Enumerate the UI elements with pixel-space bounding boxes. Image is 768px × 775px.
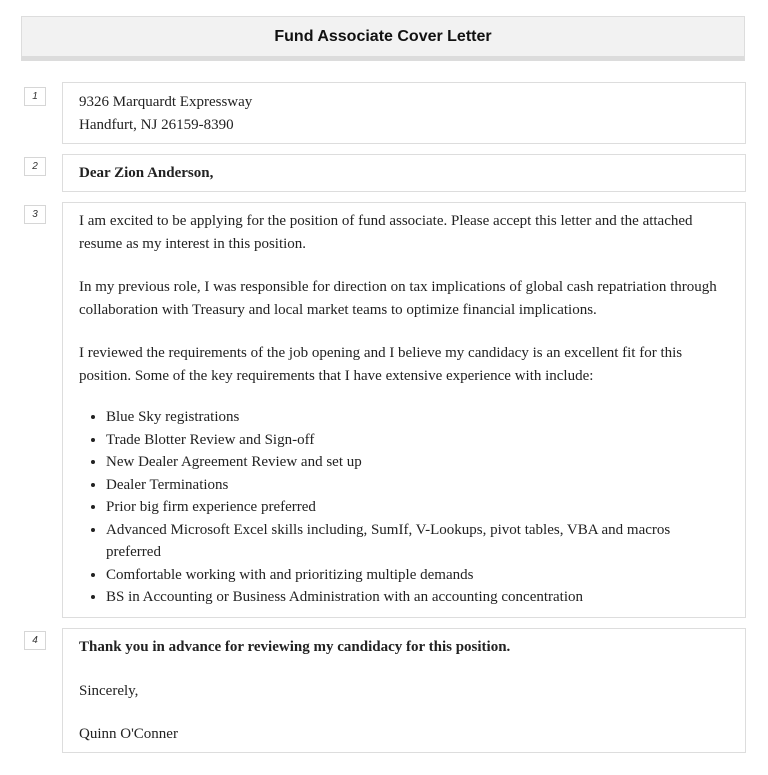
signature-name: Quinn O'Conner bbox=[79, 726, 178, 742]
block-number-4: 4 bbox=[24, 631, 46, 650]
greeting-text: Dear Zion Anderson, bbox=[79, 165, 214, 181]
list-item: • Comfortable working with and prioritizing multiple demands bbox=[106, 564, 727, 587]
document-header bbox=[21, 16, 745, 61]
greeting-block[interactable] bbox=[62, 154, 746, 192]
address-block[interactable] bbox=[62, 82, 746, 144]
address-line-2: Handfurt, NJ 26159-8390 bbox=[79, 116, 234, 133]
body-block[interactable] bbox=[62, 202, 746, 618]
list-item: • Advanced Microsoft Excel skills including, SumIf, V-Lookups, pivot tables, VBA and macros preferred bbox=[106, 519, 727, 564]
address-line-1: 9326 Marquardt Expressway bbox=[79, 94, 253, 110]
closing-text: Thank you in advance for reviewing my candidacy for this position. bbox=[79, 639, 511, 655]
block-number-2: 2 bbox=[24, 157, 46, 176]
signoff-text: Sincerely, bbox=[79, 682, 139, 699]
block-number-1: 1 bbox=[24, 87, 46, 106]
body-paragraph-3: I reviewed the requirements of the job opening and I believe my candidacy is an excellent fit for this position. Some of the key requirements that I have extensive experience with include: bbox=[79, 345, 683, 384]
block-number-3: 3 bbox=[24, 205, 46, 224]
list-item: • New Dealer Agreement Review and set up bbox=[106, 451, 727, 474]
list-item: • Dealer Terminations bbox=[106, 474, 727, 497]
requirements-list bbox=[79, 406, 727, 609]
closing-block[interactable] bbox=[62, 628, 746, 753]
list-item: • BS in Accounting or Business Administration with an accounting concentration bbox=[106, 586, 727, 609]
body-paragraph-2: In my previous role, I was responsible for direction on tax implications of global cash repatriation through collaboration with Treasury and local market teams to optimize financial implications. bbox=[79, 279, 717, 318]
body-paragraph-1: I am excited to be applying for the position of fund associate. Please accept this letter and the attached resume as my interest in this position. bbox=[79, 213, 693, 252]
list-item: • Blue Sky registrations bbox=[106, 406, 727, 429]
list-item: • Trade Blotter Review and Sign-off bbox=[106, 429, 727, 452]
list-item: • Prior big firm experience preferred bbox=[106, 496, 727, 519]
page-title: Fund Associate Cover Letter bbox=[274, 27, 492, 45]
